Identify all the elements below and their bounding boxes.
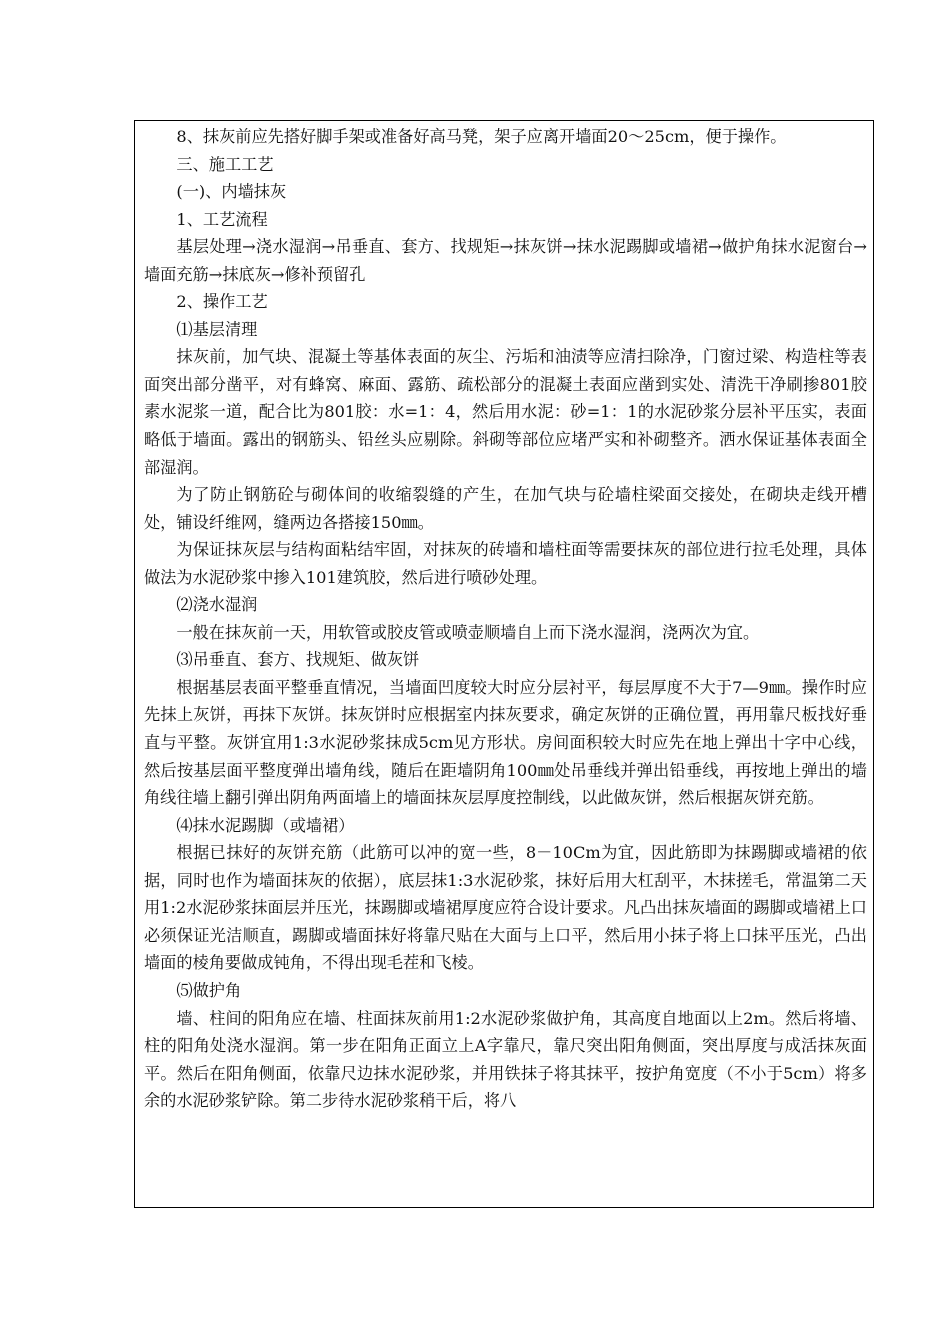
heading-plumb-square: ⑶吊垂直、套方、找规矩、做灰饼 bbox=[176, 650, 420, 670]
document-body bbox=[135, 121, 873, 1115]
heading-corner-protection: ⑸做护角 bbox=[176, 980, 242, 1000]
paragraph-process-flow: 基层处理→浇水湿润→吊垂直、套方、找规矩→抹灰饼→抹水泥踢脚或墙裙→做护角抹水泥窗台→墙面充筋→抹底灰→修补预留孔 bbox=[144, 237, 867, 284]
heading-base-cleaning: ⑴基层清理 bbox=[176, 319, 258, 339]
heading-operation-process: 2、操作工艺 bbox=[176, 292, 268, 312]
subsection-heading-interior-plastering: (一)、内墙抹灰 bbox=[176, 182, 287, 202]
document-frame bbox=[134, 120, 874, 1208]
paragraph-scaffold-note: 8、抹灰前应先搭好脚手架或准备好高马凳，架子应离开墙面20～25cm，便于操作。 bbox=[176, 127, 787, 146]
paragraph-watering: 一般在抹灰前一天，用软管或胶皮管或喷壶顺墙自上而下浇水湿润，浇两次为宜。 bbox=[176, 622, 760, 642]
paragraph-plumb-square: 根据基层表面平整垂直情况，当墙面凹度较大时应分层衬平，每层厚度不大于7—9㎜。操作时应先抹上灰饼，再抹下灰饼。抹灰饼时应根据室内抹灰要求，确定灰饼的正确位置，再用靠尺板找好垂直与平整。灰饼宜用1:3水泥砂浆抹成5cm见方形状。房间面积较大时应先在地上弹出十字中心线，然后按基层面平整度弹出墙角线，随后在距墙阴角100㎜处吊垂线并弹出铅垂线，再按地上弹出的墙角线往墙上翻引弹出阴角两面墙上的墙面抹灰层厚度控制线，以此做灰饼，然后根据灰饼充筋。 bbox=[144, 677, 867, 808]
heading-watering: ⑵浇水湿润 bbox=[176, 595, 258, 615]
paragraph-roughening: 为保证抹灰层与结构面粘结牢固，对抹灰的砖墙和墙柱面等需要抹灰的部位进行拉毛处理，具体做法为水泥砂浆中掺入101建筑胶，然后进行喷砂处理。 bbox=[144, 540, 867, 587]
paragraph-crack-prevention: 为了防止钢筋砼与砌体间的收缩裂缝的产生，在加气块与砼墙柱梁面交接处，在砌块走线开槽处，铺设纤维网，缝两边各搭接150㎜。 bbox=[144, 485, 867, 532]
heading-skirting: ⑷抹水泥踢脚（或墙裙） bbox=[176, 815, 355, 835]
heading-process-flow: 1、工艺流程 bbox=[176, 209, 268, 229]
section-heading-construction-process: 三、施工工艺 bbox=[176, 154, 274, 174]
paragraph-corner-protection: 墙、柱间的阳角应在墙、柱面抹灰前用1:2水泥砂浆做护角，其高度自地面以上2m。然后将墙、柱的阳角处浇水湿润。第一步在阳角正面立上A字靠尺，靠尺突出阳角侧面，突出厚度与成活抹灰面平。然后在阳角侧面，依靠尺边抹水泥砂浆，并用铁抹子将其抹平，按护角宽度（不小于5cm）将多余的水泥砂浆铲除。第二步待水泥砂浆稍干后，将八 bbox=[144, 1008, 867, 1111]
paragraph-skirting: 根据已抹好的灰饼充筋（此筋可以冲的宽一些，8－10Cm为宜，因此筋即为抹踢脚或墙裙的依据，同时也作为墙面抹灰的依据），底层抹1:3水泥砂浆，抹好后用大杠刮平，木抹搓毛，常温第二天用1:2水泥砂浆抹面层并压光，抹踢脚或墙裙厚度应符合设计要求。凡凸出抹灰墙面的踢脚或墙裙上口必须保证光洁顺直，踢脚或墙面抹好将靠尺贴在大面与上口平，然后用小抹子将上口抹平压光，凸出墙面的棱角要做成钝角，不得出现毛茬和飞棱。 bbox=[144, 843, 867, 973]
paragraph-base-cleaning: 抹灰前，加气块、混凝土等基体表面的灰尘、污垢和油渍等应清扫除净，门窗过梁、构造柱等表面突出部分凿平，对有蜂窝、麻面、露筋、疏松部分的混凝土表面应凿到实处、清洗干净刷掺801胶素水泥浆一道，配合比为801胶：水=1：4，然后用水泥：砂=1：1的水泥砂浆分层补平压实，表面略低于墙面。露出的钢筋头、铅丝头应剔除。斜砌等部位应堵严实和补砌整齐。洒水保证基体表面全部湿润。 bbox=[144, 347, 867, 477]
